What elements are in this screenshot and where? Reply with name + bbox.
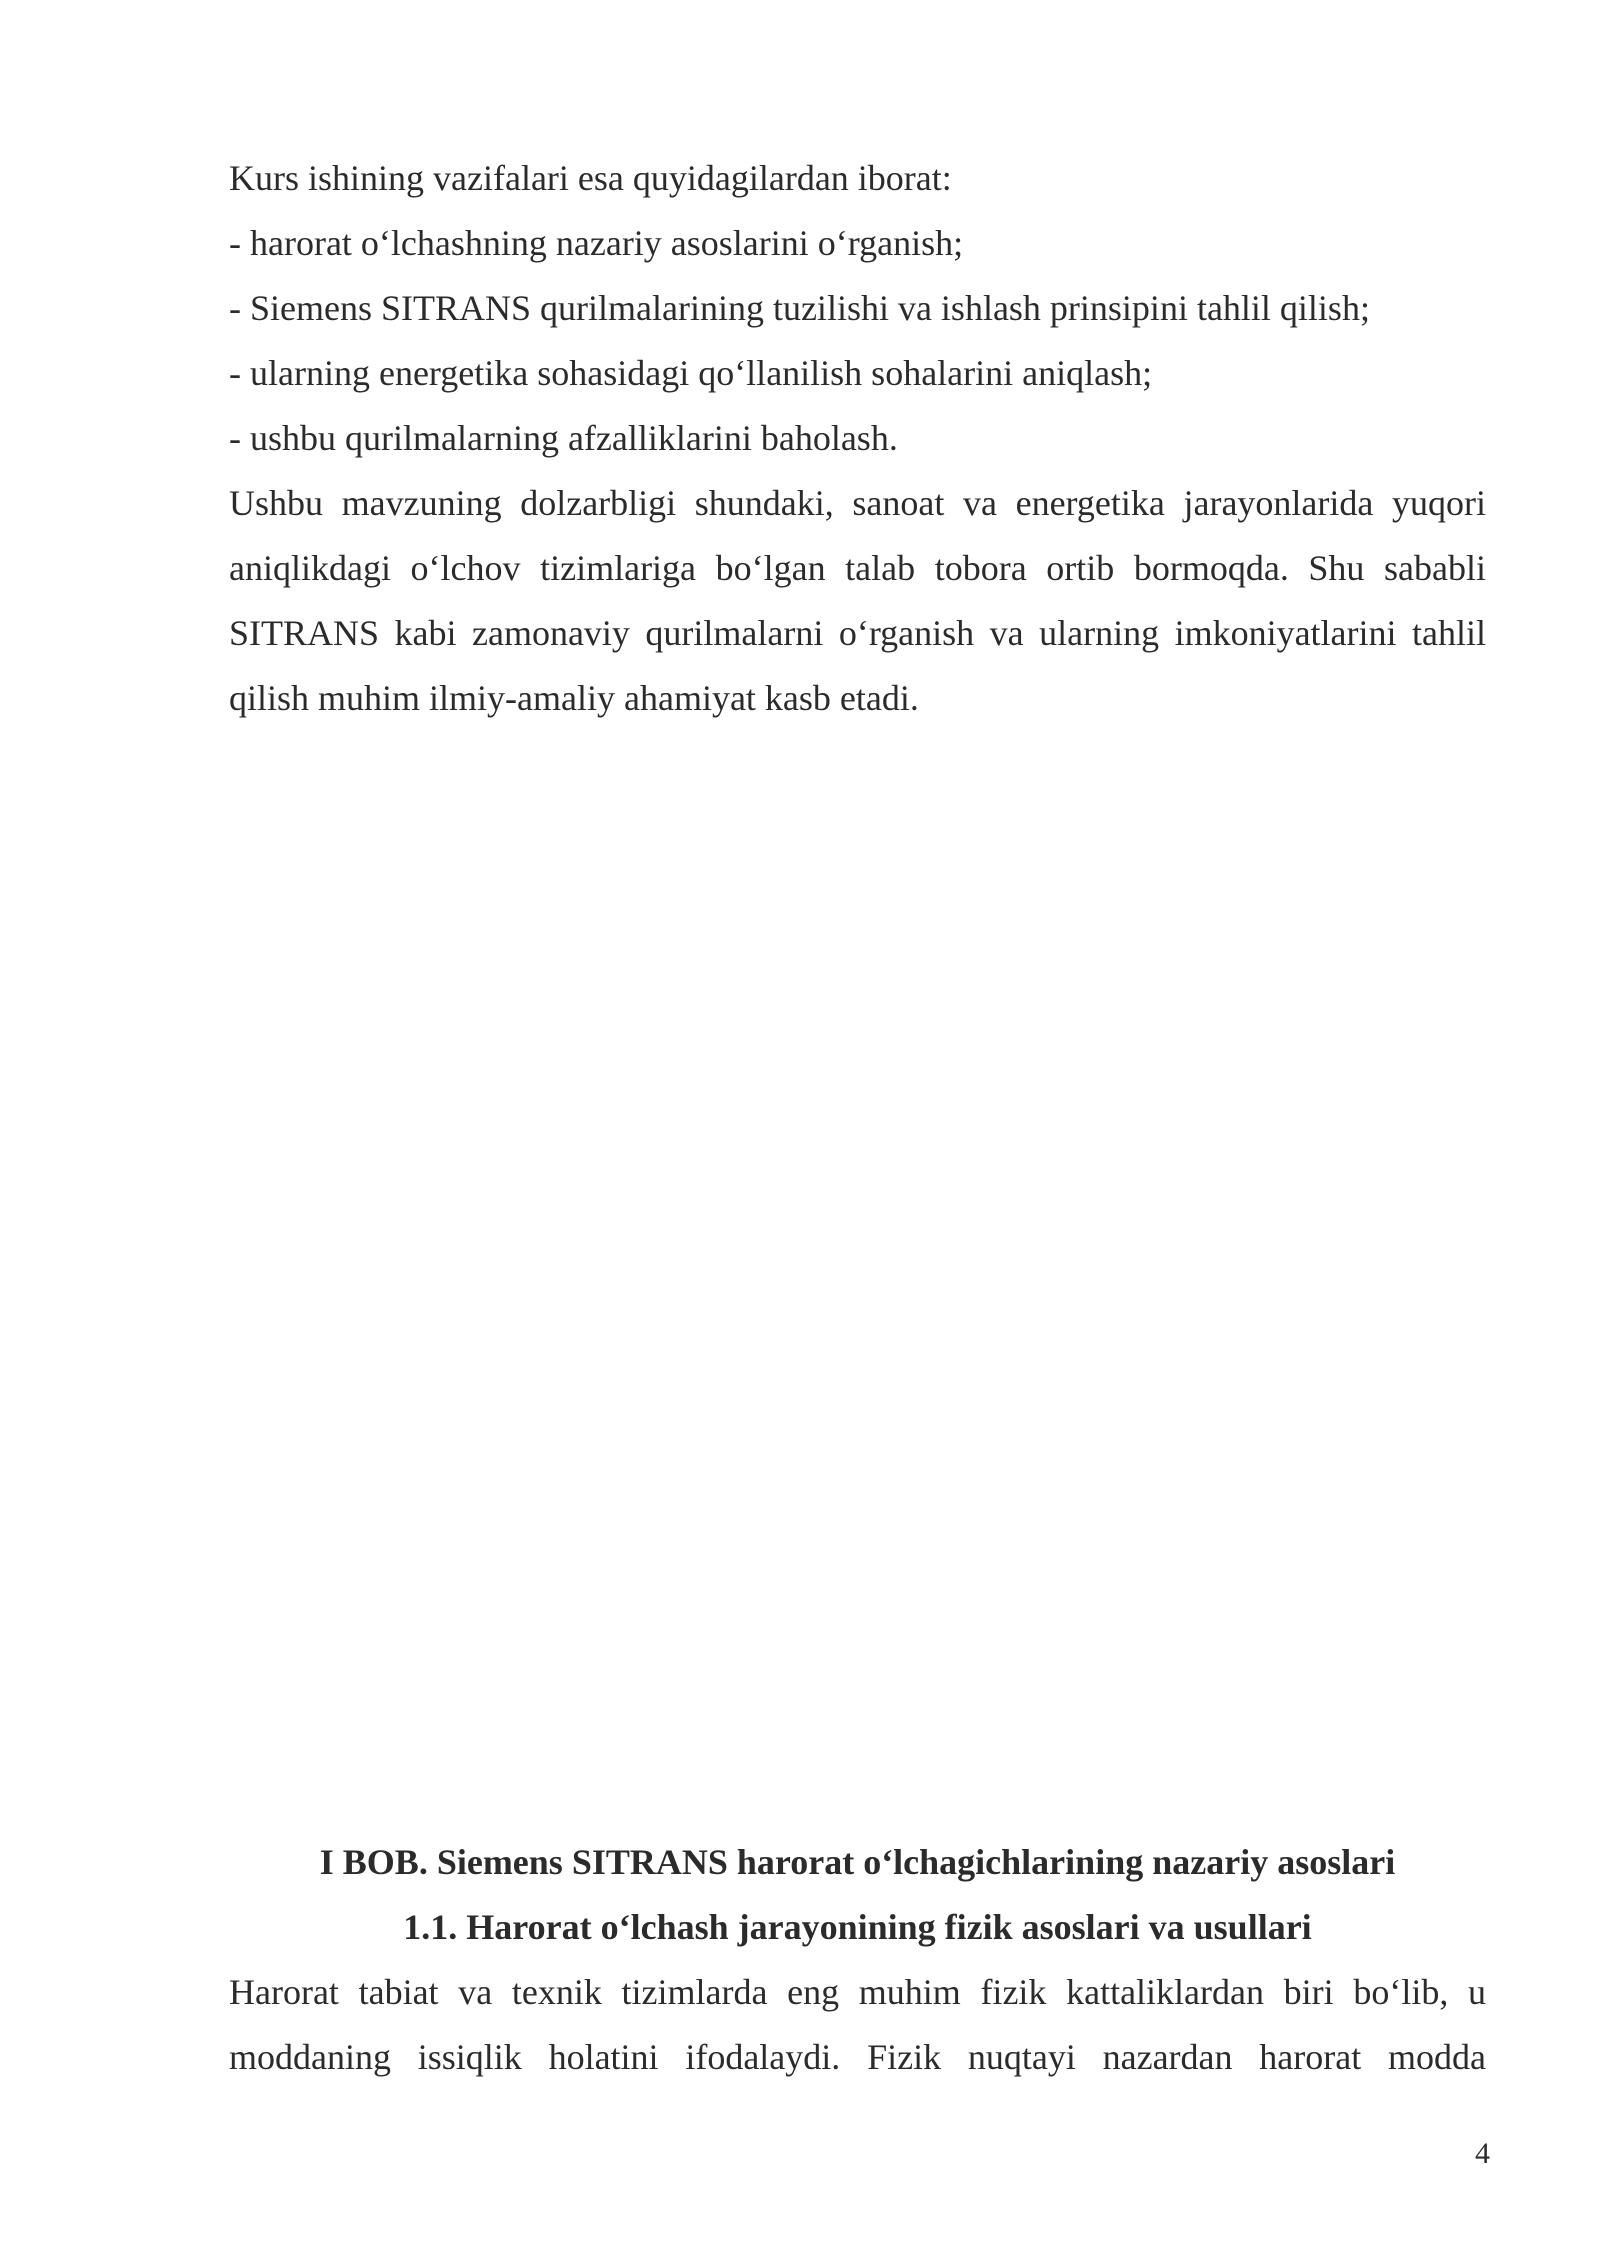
chapter-title: I BOB. Siemens SITRANS harorat o‘lchagichlarining nazariy asoslari bbox=[319, 1842, 1396, 1882]
tasks-intro: Kurs ishining vazifalari esa quyidagilardan iborat: bbox=[229, 158, 952, 198]
task-item: - ularning energetika sohasidagi qo‘llanilish sohalarini aniqlash; bbox=[229, 353, 1153, 393]
task-item: - Siemens SITRANS qurilmalarining tuzilishi va ishlash prinsipini tahlil qilish; bbox=[229, 288, 1370, 328]
task-item: - ushbu qurilmalarning afzalliklarini baholash. bbox=[229, 418, 898, 458]
relevance-paragraph: Ushbu mavzuning dolzarbligi shundaki, sanoat va energetika jarayonlarida yuqori aniqlikdagi o‘lchov tizimlariga bo‘lgan talab tobora ortib bormoqda. Shu sababli SITRANS kabi zamonaviy qurilmalarni o‘rganish va ularning imkoniyatlarini tahlil qilish muhim ilmiy-amaliy ahamiyat kasb etadi. bbox=[229, 483, 1486, 718]
task-item: - harorat o‘lchashning nazariy asoslarini o‘rganish; bbox=[229, 223, 964, 263]
chapter-section bbox=[229, 1830, 1486, 2090]
tasks-section bbox=[229, 146, 1486, 731]
section-paragraph: Harorat tabiat va texnik tizimlarda eng muhim fizik kattaliklardan biri bo‘lib, u moddaning issiqlik holatini ifodalaydi. Fizik nuqtayi nazardan harorat modda bbox=[229, 1972, 1486, 2077]
section-title: 1.1. Harorat o‘lchash jarayonining fizik asoslari va usullari bbox=[403, 1907, 1312, 1947]
page-number: 4 bbox=[1475, 2137, 1490, 2170]
